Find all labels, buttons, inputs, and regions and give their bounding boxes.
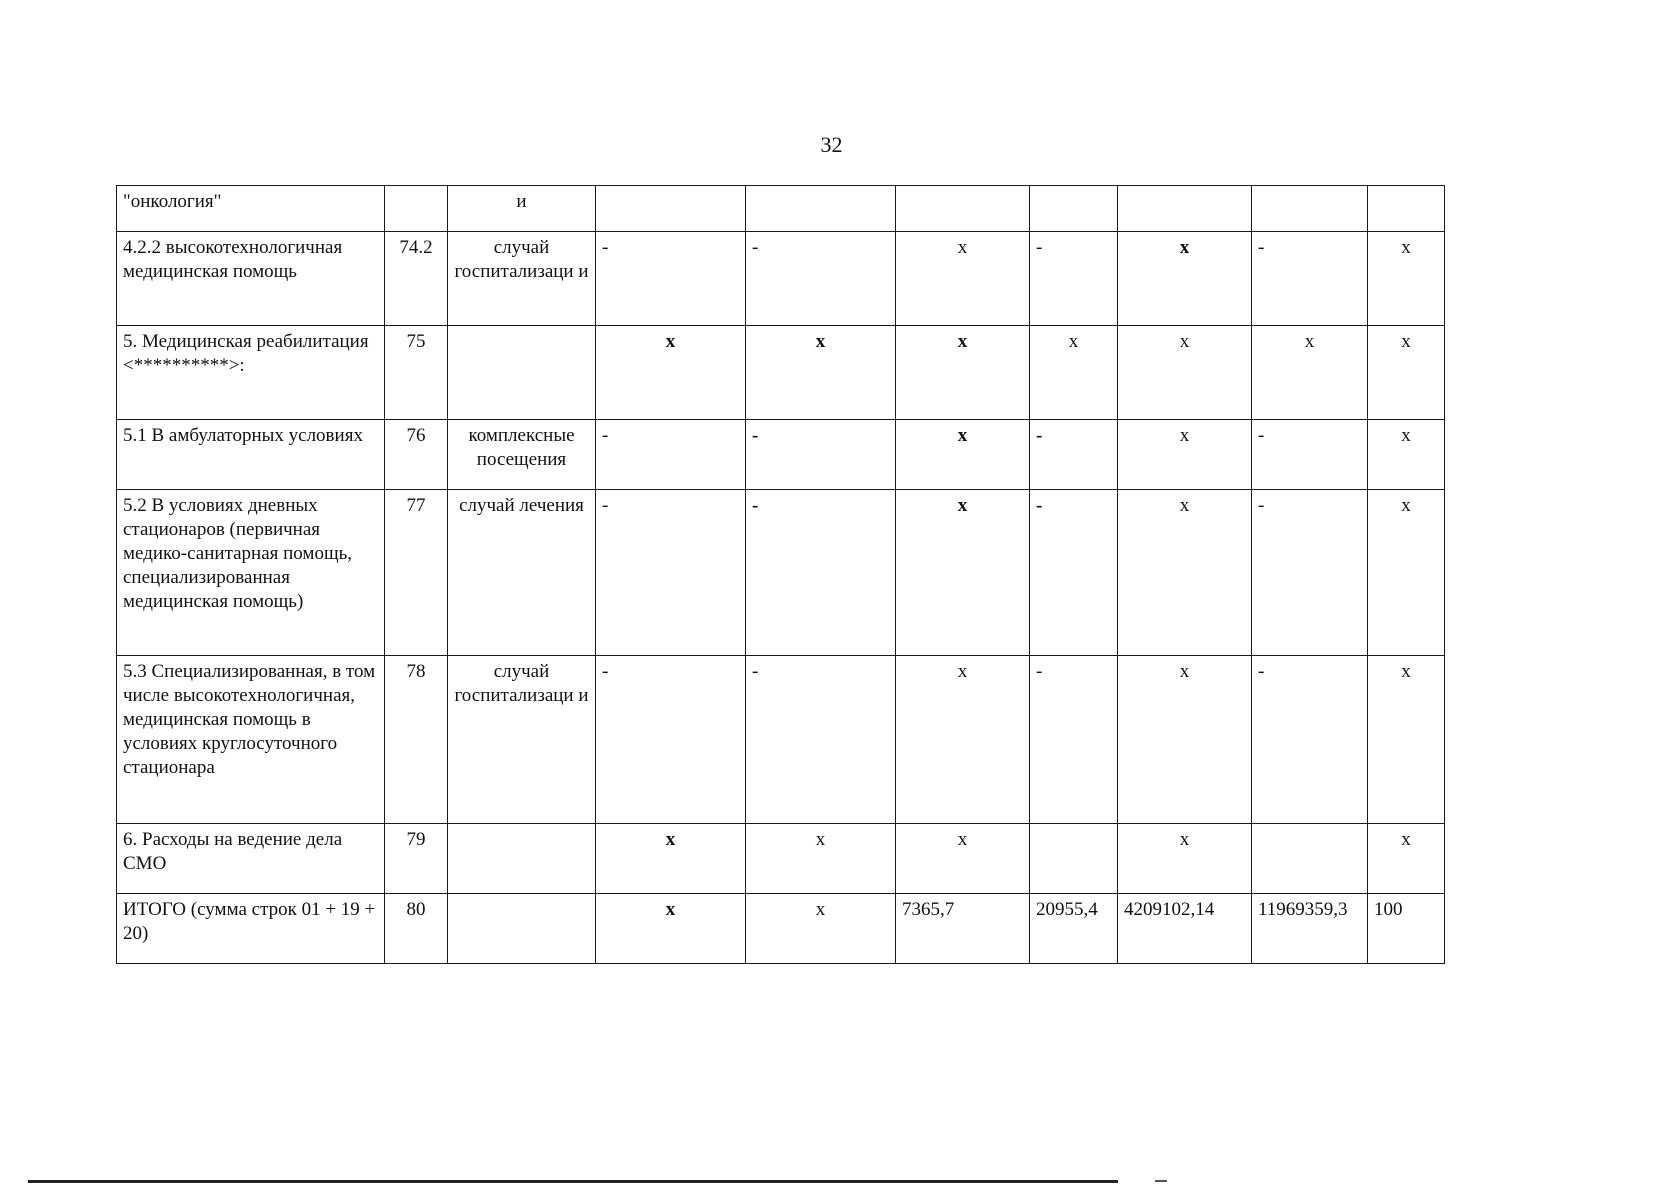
- value-cell: -: [1030, 420, 1118, 490]
- value-cell: х: [1118, 656, 1252, 824]
- value-cell: х: [896, 232, 1030, 326]
- row-code-cell: 79: [385, 824, 448, 894]
- value-cell: х: [1368, 490, 1445, 656]
- row-name-cell: 5.2 В условиях дневных стационаров (первичная медико-санитарная помощь, специализированная медицинская помощь): [117, 490, 385, 656]
- row-name-cell: 5.1 В амбулаторных условиях: [117, 420, 385, 490]
- row-unit-cell: случай лечения: [448, 490, 596, 656]
- value-cell: [1252, 186, 1368, 232]
- row-code-cell: 78: [385, 656, 448, 824]
- value-cell: х: [1030, 326, 1118, 420]
- value-cell: х: [1368, 656, 1445, 824]
- value-cell: х: [896, 656, 1030, 824]
- row-code-cell: 76: [385, 420, 448, 490]
- value-cell: [1030, 186, 1118, 232]
- value-cell: -: [596, 490, 746, 656]
- bottom-rule: [28, 1180, 1118, 1183]
- row-unit-cell: комплексные посещения: [448, 420, 596, 490]
- value-cell: [596, 186, 746, 232]
- table-row: [117, 490, 1445, 656]
- table-row: [117, 894, 1445, 964]
- value-cell: 100: [1368, 894, 1445, 964]
- value-cell: х: [1368, 824, 1445, 894]
- value-cell: -: [596, 656, 746, 824]
- value-cell: х: [896, 420, 1030, 490]
- value-cell: х: [896, 490, 1030, 656]
- value-cell: -: [1030, 232, 1118, 326]
- value-cell: х: [596, 824, 746, 894]
- row-name-cell: 4.2.2 высокотехнологичная медицинская помощь: [117, 232, 385, 326]
- row-name-cell: 5. Медицинская реабилитация <**********>:: [117, 326, 385, 420]
- value-cell: -: [596, 232, 746, 326]
- value-cell: 20955,4: [1030, 894, 1118, 964]
- row-unit-cell: [448, 824, 596, 894]
- table-row: [117, 232, 1445, 326]
- value-cell: х: [596, 326, 746, 420]
- row-unit-cell: и: [448, 186, 596, 232]
- row-name-cell: "онкология": [117, 186, 385, 232]
- value-cell: х: [1118, 326, 1252, 420]
- value-cell: -: [1030, 490, 1118, 656]
- value-cell: [896, 186, 1030, 232]
- table-row: [117, 326, 1445, 420]
- table-row: [117, 656, 1445, 824]
- value-cell: х: [746, 894, 896, 964]
- value-cell: х: [896, 824, 1030, 894]
- data-table: [116, 185, 1445, 964]
- value-cell: х: [896, 326, 1030, 420]
- value-cell: 7365,7: [896, 894, 1030, 964]
- value-cell: -: [746, 232, 896, 326]
- value-cell: -: [1252, 232, 1368, 326]
- value-cell: 4209102,14: [1118, 894, 1252, 964]
- value-cell: х: [1368, 232, 1445, 326]
- row-name-cell: 5.3 Специализированная, в том числе высокотехнологичная, медицинская помощь в условиях круглосуточного стационара: [117, 656, 385, 824]
- value-cell: -: [746, 656, 896, 824]
- value-cell: х: [1368, 420, 1445, 490]
- value-cell: [1118, 186, 1252, 232]
- value-cell: -: [1252, 490, 1368, 656]
- value-cell: х: [1118, 420, 1252, 490]
- table-row: [117, 420, 1445, 490]
- value-cell: [1252, 824, 1368, 894]
- value-cell: 11969359,3: [1252, 894, 1368, 964]
- table-row: [117, 824, 1445, 894]
- row-unit-cell: [448, 326, 596, 420]
- value-cell: х: [746, 824, 896, 894]
- table-row: [117, 186, 1445, 232]
- row-name-cell: 6. Расходы на ведение дела СМО: [117, 824, 385, 894]
- row-code-cell: 80: [385, 894, 448, 964]
- page-number: 32: [820, 132, 843, 157]
- value-cell: -: [746, 420, 896, 490]
- value-cell: [1030, 824, 1118, 894]
- value-cell: -: [1030, 656, 1118, 824]
- value-cell: -: [596, 420, 746, 490]
- row-code-cell: 75: [385, 326, 448, 420]
- value-cell: [1368, 186, 1445, 232]
- value-cell: -: [1252, 656, 1368, 824]
- row-unit-cell: случай госпитализаци и: [448, 232, 596, 326]
- row-code-cell: 77: [385, 490, 448, 656]
- row-code-cell: [385, 186, 448, 232]
- value-cell: х: [1118, 490, 1252, 656]
- row-name-cell: ИТОГО (сумма строк 01 + 19 + 20): [117, 894, 385, 964]
- value-cell: х: [1368, 326, 1445, 420]
- row-unit-cell: случай госпитализаци и: [448, 656, 596, 824]
- value-cell: х: [596, 894, 746, 964]
- bottom-rule-tail: [1155, 1180, 1167, 1182]
- value-cell: х: [1252, 326, 1368, 420]
- row-code-cell: 74.2: [385, 232, 448, 326]
- value-cell: -: [1252, 420, 1368, 490]
- value-cell: -: [746, 490, 896, 656]
- table-body: [117, 186, 1445, 964]
- value-cell: х: [1118, 232, 1252, 326]
- value-cell: [746, 186, 896, 232]
- row-unit-cell: [448, 894, 596, 964]
- value-cell: х: [746, 326, 896, 420]
- value-cell: х: [1118, 824, 1252, 894]
